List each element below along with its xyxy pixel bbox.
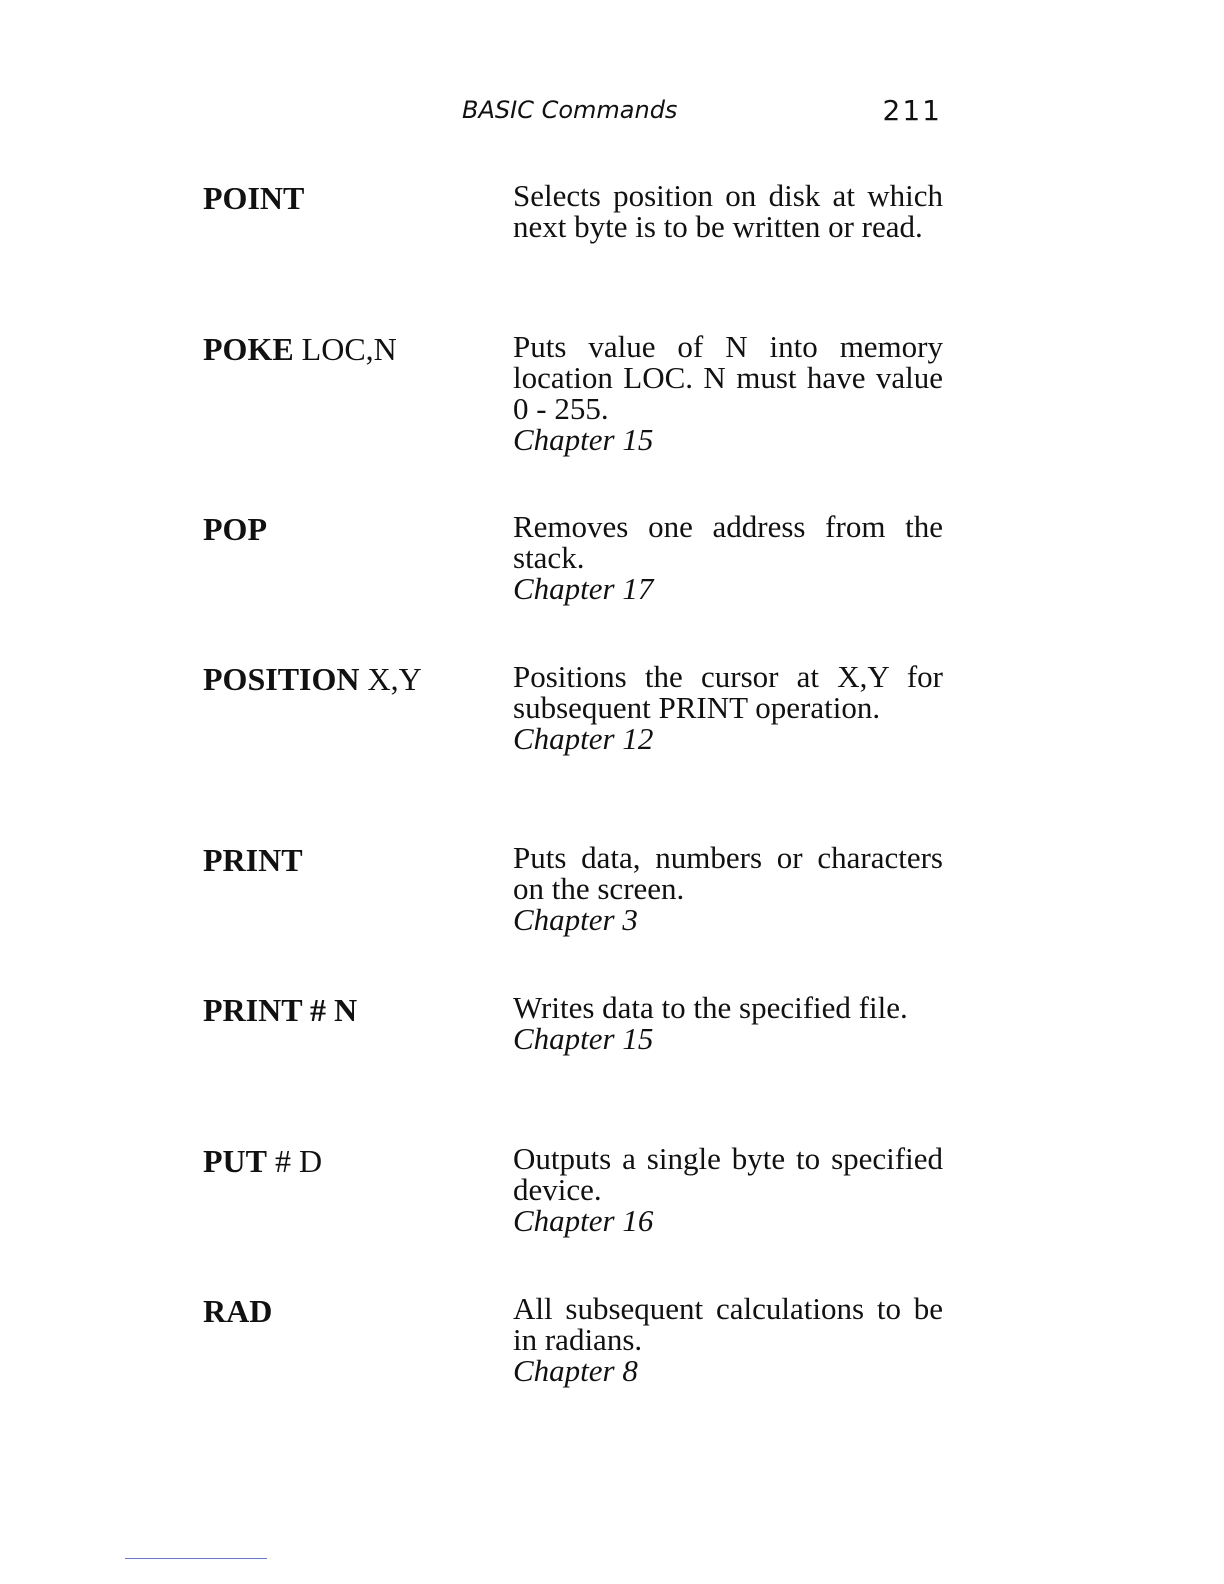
command-description (513, 661, 943, 754)
description-text: Puts data, numbers or characters on the screen. (513, 840, 943, 906)
command-keyword: POSITION (203, 661, 360, 697)
description-text: Outputs a single byte to specified device. (513, 1141, 943, 1207)
command-description (513, 1293, 943, 1386)
description-text: Selects position on disk at which next byte is to be written or read. (513, 178, 943, 244)
chapter-reference: Chapter 8 (513, 1353, 638, 1388)
command-syntax (203, 331, 397, 368)
command-args: X,Y (367, 661, 422, 697)
command-syntax (203, 1293, 272, 1330)
command-description (513, 1143, 943, 1236)
chapter-reference: Chapter 15 (513, 1021, 654, 1056)
command-keyword: POINT (203, 180, 305, 216)
command-keyword: PRINT # N (203, 992, 358, 1028)
page-header (462, 96, 942, 136)
command-keyword: POKE (203, 331, 294, 367)
command-description (513, 992, 943, 1054)
command-description (513, 842, 943, 935)
chapter-reference: Chapter 3 (513, 902, 638, 937)
command-description (513, 180, 943, 242)
description-text: Writes data to the specified file. (513, 990, 908, 1025)
command-syntax (203, 992, 357, 1029)
command-syntax (203, 842, 303, 879)
running-title: BASIC Commands (462, 96, 678, 124)
command-description (513, 511, 943, 604)
description-text: Puts value of N into memory location LOC. N must have value 0 - 255. (513, 329, 943, 426)
chapter-reference: Chapter 15 (513, 422, 654, 457)
command-keyword: PRINT (203, 842, 303, 878)
command-syntax (203, 511, 267, 548)
command-keyword: RAD (203, 1293, 273, 1329)
description-text: Positions the cursor at X,Y for subsequent PRINT operation. (513, 659, 943, 725)
command-args: LOC,N (301, 331, 397, 367)
page-number: 211 (882, 94, 942, 127)
command-syntax (203, 1143, 322, 1180)
description-text: Removes one address from the stack. (513, 509, 943, 575)
description-text: All subsequent calculations to be in radians. (513, 1291, 943, 1357)
command-keyword: POP (203, 511, 267, 547)
chapter-reference: Chapter 12 (513, 721, 654, 756)
command-keyword: PUT (203, 1143, 267, 1179)
chapter-reference: Chapter 17 (513, 571, 654, 606)
command-syntax (203, 661, 422, 698)
command-description (513, 331, 943, 455)
chapter-reference: Chapter 16 (513, 1203, 654, 1238)
command-syntax (203, 180, 304, 217)
command-args: # D (275, 1143, 323, 1179)
footer-rule (125, 1558, 267, 1559)
